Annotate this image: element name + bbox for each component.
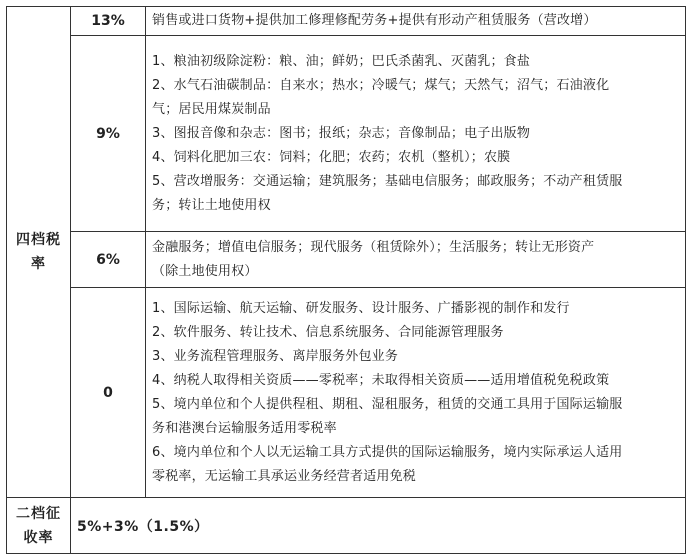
description-line: 4、纳税人取得相关资质——零税率；未取得相关资质——适用增值税免税政策 <box>152 372 610 388</box>
description-line: 1、国际运输、航天运输、研发服务、设计服务、广播影视的制作和发行 <box>152 300 570 316</box>
rate-description <box>146 36 686 232</box>
description-line: 气；居民用煤炭制品 <box>152 101 271 117</box>
two-rate-label <box>7 498 71 554</box>
rate-value: 0 <box>71 288 146 498</box>
two-rate-label-line1: 二档征 <box>16 505 61 522</box>
description-line: 5、境内单位和个人提供程租、期租、湿租服务，租赁的交通工具用于国际运输服 <box>152 396 623 412</box>
description-line: 务和港澳台运输服务适用零税率 <box>152 420 337 436</box>
description-line: 2、软件服务、转让技术、信息系统服务、合同能源管理服务 <box>152 324 504 340</box>
rate-description <box>146 232 686 288</box>
description-line: 零税率，无运输工具承运业务经营者适用免税 <box>152 468 417 484</box>
description-line: 金融服务；增值电信服务；现代服务（租赁除外）；生活服务；转让无形资产 <box>152 239 595 255</box>
table-row <box>7 498 686 554</box>
rate-description <box>146 7 686 36</box>
table-row <box>7 7 686 36</box>
rate-value: 6% <box>71 232 146 288</box>
description-line: 3、业务流程管理服务、离岸服务外包业务 <box>152 348 399 364</box>
rate-value: 9% <box>71 36 146 232</box>
description-line: 5、营改增服务：交通运输；建筑服务；基础电信服务；邮政服务；不动产租赁服 <box>152 173 623 189</box>
description-line: （除土地使用权） <box>152 263 258 279</box>
collection-rate-value: 5%+3%（1.5%） <box>71 498 686 554</box>
description-line: 6、境内单位和个人以无运输工具方式提供的国际运输服务，境内实际承运人适用 <box>152 444 623 460</box>
vat-rate-table <box>6 6 686 554</box>
four-rate-label <box>7 7 71 498</box>
two-rate-label-line2: 收率 <box>23 529 54 546</box>
description-line: 4、饲料化肥加三农：饲料；化肥；农药；农机（整机）；农膜 <box>152 149 511 165</box>
table-row <box>7 288 686 498</box>
rate-description <box>146 288 686 498</box>
description-line: 3、图报音像和杂志：图书；报纸；杂志；音像制品；电子出版物 <box>152 125 531 141</box>
table-row <box>7 232 686 288</box>
table-row <box>7 36 686 232</box>
four-rate-label-line1: 四档税 <box>16 232 61 248</box>
description-line: 1、粮油初级除淀粉：粮、油；鲜奶；巴氏杀菌乳、灭菌乳；食盐 <box>152 53 531 69</box>
description-line: 务；转让土地使用权 <box>152 197 271 213</box>
rate-value: 13% <box>71 7 146 36</box>
description-line: 2、水气石油碳制品：自来水；热水；冷暖气；煤气；天然气；沼气；石油液化 <box>152 77 610 93</box>
description-line: 销售或进口货物+提供加工修理修配劳务+提供有形动产租赁服务（营改增） <box>152 13 597 28</box>
four-rate-label-line2: 率 <box>31 256 46 272</box>
